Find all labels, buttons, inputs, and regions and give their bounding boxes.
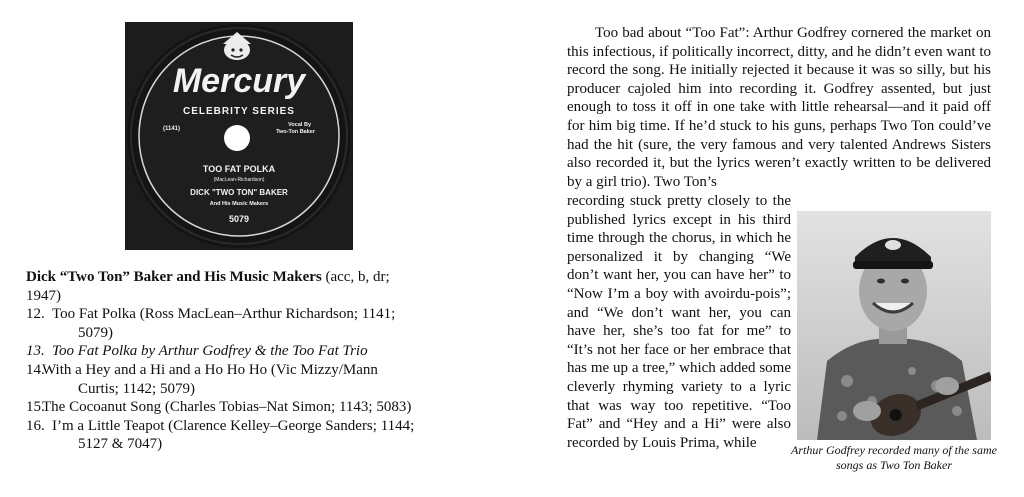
entry-number: 12. — [26, 306, 45, 323]
story-paragraph-continued: recording stuck pretty closely to the published lyrics except in his third time through the chorus, in which he personalized it by changing “We don’t want her, you can have her” to “Now I’m a boy with avoirdu-pois”; and “We don’t want her, you can have her, she’s too fat for me” to “It’s not her face or her embrace that has me up a tree,” which added some cleverly rhyming variety to a lyric that was way too repetitive. “Too Fat” and “Hey and a Hi” were also recorded by Louis Prima, while — [567, 193, 791, 451]
entry-number: 14. — [26, 361, 45, 378]
entry-number: 16. — [26, 417, 45, 434]
discography-entry — [26, 417, 456, 454]
entry-text: With a Hey and a Hi and a Ho Ho Ho (Vic Mizzy/Mann — [42, 361, 378, 378]
record-brand: Mercury — [172, 62, 306, 100]
entry-text-continued: 5127 & 7047) — [78, 436, 163, 453]
record-series: CELEBRITY SERIES — [183, 106, 295, 117]
entry-text: Too Fat Polka by Arthur Godfrey & the Too Fat Trio — [52, 343, 368, 360]
record-writers: (MacLean-Richardson) — [213, 177, 265, 183]
discography-section — [26, 268, 456, 454]
entry-text: I’m a Little Teapot (Clarence Kelley–George Sanders; 1144; — [52, 417, 415, 434]
entry-text: Too Fat Polka (Ross MacLean–Arthur Richardson; 1141; — [52, 306, 396, 323]
arthur-godfrey-photo — [797, 211, 991, 440]
record-vocal-line1: Vocal By — [288, 122, 311, 128]
discography-entry — [26, 342, 456, 361]
record-band: And His Music Makers — [209, 201, 269, 207]
record-label-graphic — [125, 22, 353, 250]
story-paragraph: Too bad about “Too Fat”: Arthur Godfrey cornered the market on this infectious, if politically incorrect, ditty, and he didn’t even want to record the song. He initially rejected it because it was so silly, but his producer cajoled him into recording it. Godfrey assented, but just enough to toss it off in one take with little rehearsal—and it paid off for him big time. If he’d stuck to his guns, perhaps Two Ton could’ve had the hit (sure, the very famous and very talented Andrews Sisters also recorded it, but the lyrics weren’t exactly written to be delivered by a girl trio). Two Ton’s — [567, 25, 991, 190]
discography-instruments: (acc, b, dr; — [321, 269, 390, 285]
discography-entry — [26, 398, 456, 417]
photo-caption: Arthur Godfrey recorded many of the same songs as Two Ton Baker — [791, 443, 997, 472]
record-catalog: 5079 — [228, 214, 250, 224]
record-vocal-line2: Two-Ton Baker — [276, 129, 315, 135]
record-artist: DICK "TWO TON" BAKER — [190, 188, 288, 197]
record-label-image — [125, 22, 353, 250]
portrait-graphic — [797, 211, 991, 440]
record-spindle-hole — [224, 125, 250, 151]
entry-text-continued: 5079) — [78, 324, 113, 341]
record-title: TOO FAT POLKA — [202, 164, 276, 174]
discography-entry — [26, 361, 456, 398]
story-text-full — [567, 24, 991, 191]
entry-number: 15. — [26, 399, 45, 416]
discography-artist: Dick “Two Ton” Baker and His Music Makers — [26, 269, 322, 285]
discography-entry — [26, 305, 456, 342]
story-text-narrow — [567, 192, 791, 452]
discography-year: 1947) — [26, 287, 61, 304]
record-matrix: (1141) — [163, 126, 181, 132]
entry-text: The Cocoanut Song (Charles Tobias–Nat Simon; 1143; 5083) — [42, 399, 412, 416]
entry-number: 13. — [26, 343, 45, 360]
discography-heading — [26, 268, 456, 305]
entry-text-continued: Curtis; 1142; 5079) — [78, 380, 195, 397]
